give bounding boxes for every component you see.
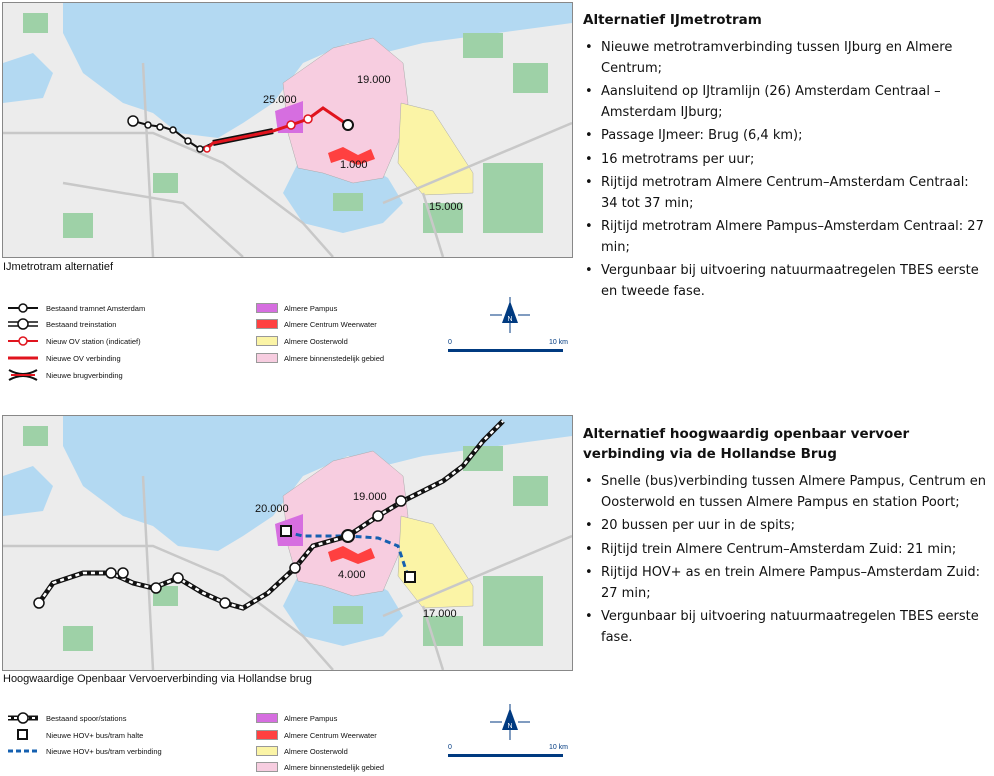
north-label: N	[507, 723, 513, 730]
hov-line-icon	[6, 745, 40, 757]
section-heading: Alternatief IJmetrotram	[583, 12, 762, 28]
legend-label: Almere binnenstedelijk gebied	[284, 353, 385, 363]
binnenstedelijk-swatch	[256, 762, 278, 772]
map-hov-hollandse-brug	[2, 415, 573, 671]
north-arrow-icon	[490, 297, 530, 338]
train-station-icon	[6, 318, 40, 330]
bullet-item: • Nieuwe metrotramverbinding tussen IJburg en Almere Centrum;	[583, 38, 988, 79]
bullet-item: • Rijtijd trein Almere Centrum–Amsterdam Zuid: 21 min;	[583, 540, 988, 561]
legend-label: Bestaand tramnet Amsterdam	[46, 303, 146, 313]
scale-end: 10 km	[548, 339, 568, 346]
pampus-swatch	[256, 303, 278, 313]
map-label-oosterwold: 15.000	[429, 201, 463, 213]
rail-station-icon	[6, 712, 40, 724]
bullet-item: • Aansluitend op IJtramlijn (26) Amsterdam Centraal –Amsterdam IJburg;	[583, 82, 988, 123]
map-label-almere-north: 19.000	[357, 74, 391, 86]
legend-item	[256, 761, 384, 773]
legend-label: Almere binnenstedelijk gebied	[284, 762, 385, 772]
north-label: N	[507, 316, 513, 323]
oosterwold-swatch	[256, 336, 278, 346]
pampus-swatch	[256, 713, 278, 723]
new-station-icon	[6, 335, 40, 347]
legend-item	[256, 352, 384, 364]
legend-item	[6, 369, 123, 381]
legend-label: Nieuwe HOV+ bus/tram halte	[46, 730, 144, 740]
map-label-almere-north: 19.000	[353, 491, 387, 503]
map-caption: Hoogwaardige Openbaar Vervoerverbinding via Hollandse brug	[3, 673, 312, 685]
legend-item	[256, 302, 337, 314]
legend-label: Bestaand spoor/stations	[46, 713, 127, 723]
scale-end: 10 km	[548, 744, 568, 751]
section-heading: Alternatief hoogwaardig openbaar vervoer verbinding via de Hollandse Brug	[583, 426, 910, 462]
map-label-pampus: 20.000	[255, 503, 289, 515]
legend-label: Almere Pampus	[284, 303, 338, 313]
hov-stop-icon	[6, 729, 40, 741]
tram-line-icon	[6, 302, 40, 314]
legend-label: Nieuwe HOV+ bus/tram verbinding	[46, 746, 162, 756]
legend-item	[256, 318, 377, 330]
map-label-oosterwold: 17.000	[423, 608, 457, 620]
bullet-item: • Passage IJmeer: Brug (6,4 km);	[583, 126, 988, 147]
legend-item	[256, 335, 348, 347]
legend-label: Almere Oosterwold	[284, 746, 348, 756]
legend-label: Almere Oosterwold	[284, 336, 348, 346]
weerwater-swatch	[256, 730, 278, 740]
legend-item	[256, 729, 377, 741]
bullet-item: • 20 bussen per uur in de spits;	[583, 516, 988, 537]
weerwater-swatch	[256, 319, 278, 329]
legend-label: Nieuwe brugverbinding	[46, 370, 123, 380]
bullet-item: • 16 metrotrams per uur;	[583, 150, 988, 171]
scale-start: 0	[448, 339, 452, 346]
new-line-icon	[6, 352, 40, 364]
legend-label: Nieuwe OV verbinding	[46, 353, 121, 363]
legend-label: Nieuw OV station (indicatief)	[46, 336, 141, 346]
legend-item	[6, 318, 116, 330]
legend-item	[256, 745, 348, 757]
text-panel-2	[583, 424, 988, 651]
bullet-item: • Vergunbaar bij uitvoering natuurmaatregelen TBES eerste fase.	[583, 607, 988, 648]
bullet-item: • Snelle (bus)verbinding tussen Almere Pampus, Centrum en Oosterwold en tussen Almere Pampus en station Poort;	[583, 472, 988, 513]
bullet-item: • Rijtijd HOV+ as en trein Almere Pampus–Amsterdam Zuid: 27 min;	[583, 563, 988, 604]
legend-item	[256, 712, 337, 724]
legend-item	[6, 729, 143, 741]
binnenstedelijk-swatch	[256, 353, 278, 363]
legend-label: Almere Centrum Weerwater	[284, 319, 377, 329]
map-label-centrum: 4.000	[338, 569, 366, 581]
scale-start: 0	[448, 744, 452, 751]
legend-label: Almere Pampus	[284, 713, 338, 723]
map-canvas	[3, 3, 572, 257]
map-canvas	[3, 416, 572, 670]
legend-item	[6, 302, 145, 314]
legend-label: Bestaand treinstation	[46, 319, 117, 329]
bullet-item: • Rijtijd metrotram Almere Pampus–Amsterdam Centraal: 27 min;	[583, 217, 988, 258]
bullet-list	[583, 472, 988, 648]
north-arrow-icon	[490, 704, 530, 745]
legend-item	[6, 745, 162, 757]
bullet-item: • Rijtijd metrotram Almere Centrum–Amsterdam Centraal: 34 tot 37 min;	[583, 173, 988, 214]
map-ijmetrotram	[2, 2, 573, 258]
legend-item	[6, 335, 141, 347]
map-label-centrum: 1.000	[340, 159, 368, 171]
map-label-pampus: 25.000	[263, 94, 297, 106]
legend-item	[6, 712, 126, 724]
map-caption: IJmetrotram alternatief	[3, 261, 114, 273]
bullet-list	[583, 38, 988, 302]
text-panel-1	[583, 10, 988, 305]
bullet-item: • Vergunbaar bij uitvoering natuurmaatregelen TBES eerste en tweede fase.	[583, 261, 988, 302]
legend-label: Almere Centrum Weerwater	[284, 730, 377, 740]
bridge-icon	[6, 369, 40, 381]
legend-item	[6, 352, 121, 364]
oosterwold-swatch	[256, 746, 278, 756]
